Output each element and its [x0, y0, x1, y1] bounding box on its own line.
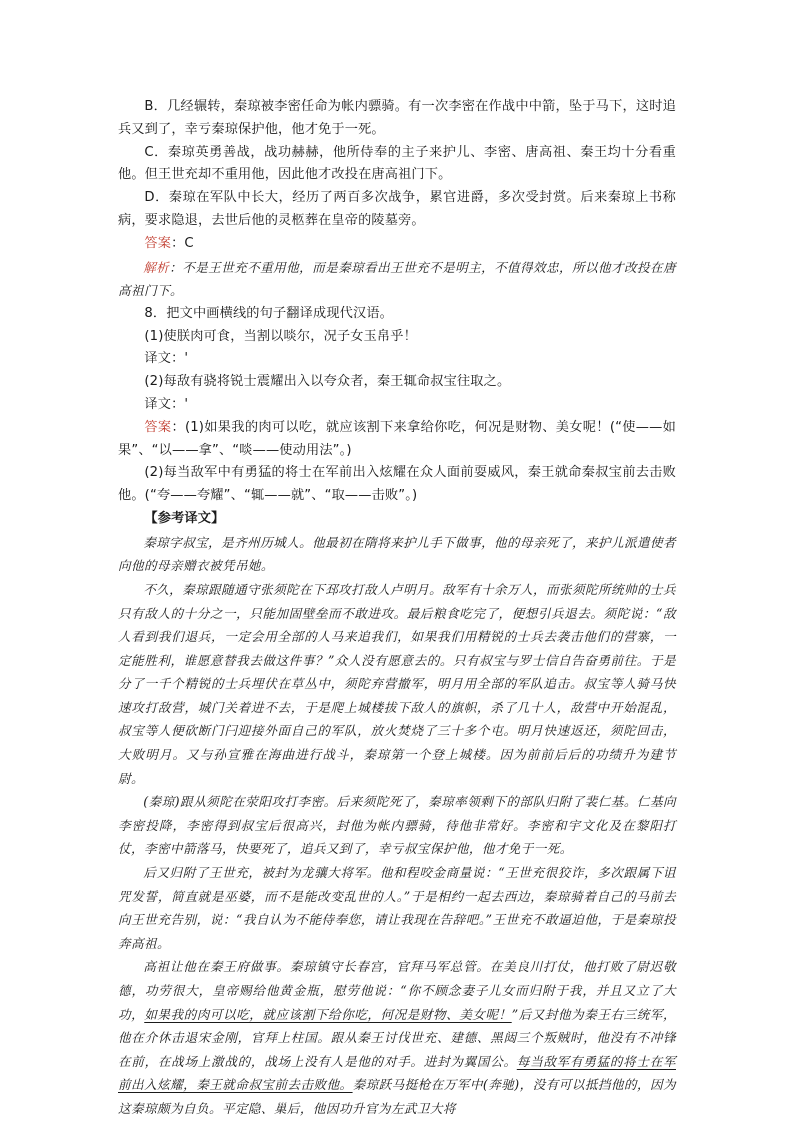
option-c: C．秦琼英勇善战，战功赫赫，他所侍奉的主子来护儿、李密、唐高祖、秦王均十分看重他。但王世充却不重用他，因此他才改投在唐高祖门下。: [118, 144, 676, 183]
answer-text: ：C: [171, 235, 194, 251]
document-body: [118, 96, 676, 1121]
reference-heading: 【参考译文】: [144, 510, 225, 526]
reference-paragraph: 秦琼字叔宝，是齐州历城人。他最初在隋将来护儿手下做事，他的母亲死了，来护儿派遣使者向他的母亲赠衣被凭吊她。: [118, 534, 676, 574]
analysis-label: 解析: [143, 259, 170, 275]
option-b: B．几经辗转，秦琼被李密任命为帐内骠骑。有一次李密在作战中中箭，坠于马下，这时追兵又到了，幸亏秦琼保护他，他才免于一死。: [118, 99, 676, 137]
analysis-text: ：不是王世充不重用他，而是秦琼看出王世充不是明主，不值得效忠，所以他才改投在唐高祖门下。: [118, 259, 676, 299]
answer-text: ：(1)如果我的肉可以吃，就应该割下来拿给你吃，何况是财物、美女呢！(“使——如果”、“以——拿”、“啖——使动用法”。): [118, 419, 676, 458]
reference-paragraph: [118, 955, 676, 1120]
q8-translation-2: 译文：': [144, 396, 189, 412]
paragraph-text: 高祖让他在秦王府做事。秦琼镇守长春宫，官拜马军总管。在美良川打仗，他打败了尉迟敬德，功劳很大，皇帝赐给他黄金瓶，慰劳他说：“你不顾念妻子儿女而归附于我，并且又立了大功，: [118, 959, 676, 1022]
q7-analysis: [118, 256, 676, 303]
q8-answer-2: (2)每当敌军中有勇猛的将士在军前出入炫耀在众人面前耍威风，秦王就命秦叔宝前去击败他。(“夸——夸耀”、“辄——就”、“取——击败”。): [118, 465, 676, 504]
answer-label: 答案: [144, 235, 172, 251]
q7-answer: [118, 233, 676, 256]
underlined-sentence: 每当敌军有勇猛的将士在军前出入炫耀，秦王就命叔宝前去击败他。: [118, 1053, 676, 1093]
underlined-sentence: 如果我的肉可以吃，就应该割下给你吃，何况是财物、美女呢！: [144, 1006, 512, 1022]
answer-label: 答案: [144, 419, 172, 435]
reference-paragraph: 后又归附了王世充，被封为龙骧大将军。他和程咬金商量说：“王世充很狡诈，多次跟属下诅咒发誓，简直就是巫婆，而不是能改变乱世的人。”于是相约一起去西边，秦琼骑着自己的马前去向王世充告别，说：“我自认为不能侍奉您，请让我现在告辞吧。”王世充不敢逼迫他，于是秦琼投奔高祖。: [118, 865, 676, 951]
option-d: D．秦琼在军队中长大，经历了两百多次战争，累官进爵，多次受封赏。后来秦琼上书称病，要求隐退，去世后他的灵柩葬在皇帝的陵墓旁。: [118, 190, 676, 228]
q8-sentence-1: (1)使朕肉可食，当割以啖尔，况子女玉帛乎！: [144, 328, 417, 344]
q8-translation-1: 译文：': [144, 351, 189, 367]
reference-paragraph: 不久，秦琼跟随通守张须陀在下邳攻打敌人卢明月。敌军有十余万人，而张须陀所统帅的士兵只有敌人的十分之一，只能加固壁垒而不敢进攻。最后粮食吃完了，便想引兵退去。须陀说：“敌人看到我们退兵，一定会用全部的人马来追我们，如果我们用精锐的士兵去袭击他们的营寨，一定能胜利，谁愿意替我去做这件事？”众人没有愿意去的。只有叔宝与罗士信自告奋勇前往。于是分了一千个精锐的士兵埋伏在草丛中，须陀弃营撤军，明月用全部的军队追击。叔宝等人骑马快速攻打敌营，城门关着进不去，于是爬上城楼拔下敌人的旗帜，杀了几十人，敌营中开始混乱，叔宝等人便砍断门闩迎接外面自己的军队，放火焚烧了三十多个屯。明月快速返还，须陀回击，大败明月。又与孙宣雅在海曲进行战斗，秦琼第一个登上城楼。因为前前后后的功绩升为建节尉。: [118, 581, 676, 786]
paragraph-text: ”后又封他为秦王右三统军，他在介休击退宋金刚，官拜上柱国。跟从秦王讨伐世充、建德、黑闼三个叛贼时，他没有不冲锋在前，在战场上激战的，战场上没有人是他的对手。进封为翼国公。: [118, 1006, 676, 1069]
q8-answer-1: [118, 417, 676, 463]
paragraph-text: 秦琼跃马挺枪在万军中(奔驰)，没有可以抵挡他的，因为这秦琼颇为自负。平定隐、巢后，他因功升官为左武卫大将: [118, 1077, 676, 1116]
reference-paragraph: (秦琼)跟从须陀在荥阳攻打李密。后来须陀死了，秦琼率领剩下的部队归附了裴仁基。仁基向李密投降，李密得到叔宝后很高兴，封他为帐内骠骑，待他非常好。李密和宇文化及在黎阳打仗，李密中箭落马，快要死了，追兵又到了，幸亏叔宝保护他，他才免于一死。: [118, 794, 676, 857]
q8-sentence-2: (2)每敌有骁将锐士震耀出入以夸众者，秦王辄命叔宝往取之。: [144, 374, 511, 390]
q8-prompt: 8．把文中画横线的句子翻译成现代汉语。: [144, 305, 394, 321]
